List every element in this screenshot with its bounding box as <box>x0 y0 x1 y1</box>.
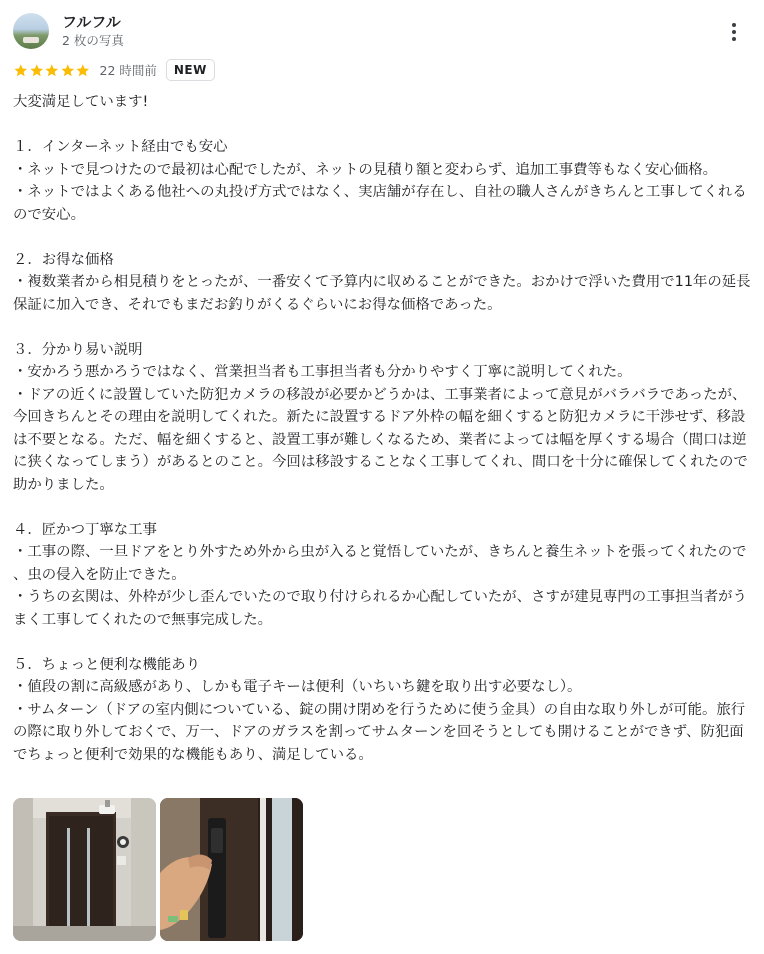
review-line: ・ネットで見つけたので最初は心配でしたが、ネットの見積り額と変わらず、追加工事費等もなく安心価格。 <box>13 161 717 178</box>
review-header <box>0 0 764 56</box>
review-photo-door-handle[interactable] <box>160 798 303 941</box>
paragraph-gap <box>13 316 753 339</box>
review-line: ２．お得な価格 <box>13 251 114 268</box>
star-rating <box>13 63 91 78</box>
review-text <box>13 91 753 766</box>
paragraph-gap <box>13 496 753 519</box>
star-icon <box>13 63 29 78</box>
new-badge: NEW <box>166 59 215 81</box>
review-line: 大変満足しています! <box>13 94 149 110</box>
review-line: ・サムターン（ドアの室内側についている、錠の開け閉めを行うために使う金具）の自由な取り外しが可能。旅行の際に取り外しておくで、万一、ドアのガラスを割ってサムターンを回そうとしても開けることができず、防犯面でちょっと便利で効果的な機能もあり、満足している。 <box>13 701 746 763</box>
more-vertical-icon <box>732 23 736 27</box>
review-line: ・工事の際、一旦ドアをとり外すため外から虫が入ると覚悟していたが、きちんと養生ネットを張ってくれたので、虫の侵入を防止できた。 <box>13 544 747 583</box>
star-icon <box>75 63 91 78</box>
front-door-photo-icon <box>13 798 156 941</box>
review-line: ４．匠かつ丁寧な工事 <box>13 521 157 538</box>
more-vertical-icon <box>732 37 736 41</box>
review-line: ・ドアの近くに設置していた防犯カメラの移設が必要かどうかは、工事業者によって意見がバラバラであったが、今回きちんとその理由を説明してくれた。新たに設置するドア外枠の幅を細くすると防犯カメラに干渉せず、移設は不要となる。ただ、幅を細くすると、設置工事が難しくなるため、業者によっては幅を厚くする場合（間口は逆に狭くなってしまう）があるとのこと。今回は移設することなく工事してくれ、間口を十分に確保してくれたので助かりました。 <box>13 386 748 493</box>
review-photo-front-door[interactable] <box>13 798 156 941</box>
review-time: 22 時間前 <box>99 63 157 78</box>
star-icon <box>60 63 76 78</box>
more-options-button[interactable] <box>720 18 748 46</box>
door-handle-photo-icon <box>160 798 303 941</box>
avatar-landscape <box>23 37 39 43</box>
star-icon <box>29 63 45 78</box>
review-line: ・うちの玄関は、外枠が少し歪んでいたので取り付けられるか心配していたが、さすが建見専門の工事担当者がうまく工事してくれたので無事完成した。 <box>13 589 747 628</box>
review-line: ・安かろう悪かろうではなく、営業担当者も工事担当者も分かりやすく丁寧に説明してくれた。 <box>13 364 632 380</box>
avatar[interactable] <box>13 13 49 49</box>
review-line: ３．分かり易い説明 <box>13 341 143 358</box>
photo-count: 2 枚の写真 <box>62 33 124 48</box>
review-line: ・値段の割に高級感があり、しかも電子キーは便利（いちいち鍵を取り出す必要なし）。 <box>13 679 582 695</box>
review-line: ５．ちょっと便利な機能あり <box>13 656 201 673</box>
paragraph-gap <box>13 226 753 249</box>
review-line: １．インターネット経由でも安心 <box>13 139 228 155</box>
reviewer-name[interactable]: フルフル <box>62 13 121 31</box>
review-line: ・複数業者から相見積りをとったが、一番安くて予算内に収めることができた。おかけで浮いた費用で11年の延長保証に加入でき、それでもまだお釣りがくるぐらいにお得な価格であった。 <box>13 274 751 313</box>
review-line: ・ネットではよくある他社への丸投げ方式ではなく、実店舗が存在し、自社の職人さんがきちんと工事してくれるので安心。 <box>13 184 747 223</box>
paragraph-gap <box>13 631 753 654</box>
more-vertical-icon <box>732 30 736 34</box>
star-icon <box>44 63 60 78</box>
paragraph-gap <box>13 114 753 137</box>
rating-row <box>13 57 215 83</box>
